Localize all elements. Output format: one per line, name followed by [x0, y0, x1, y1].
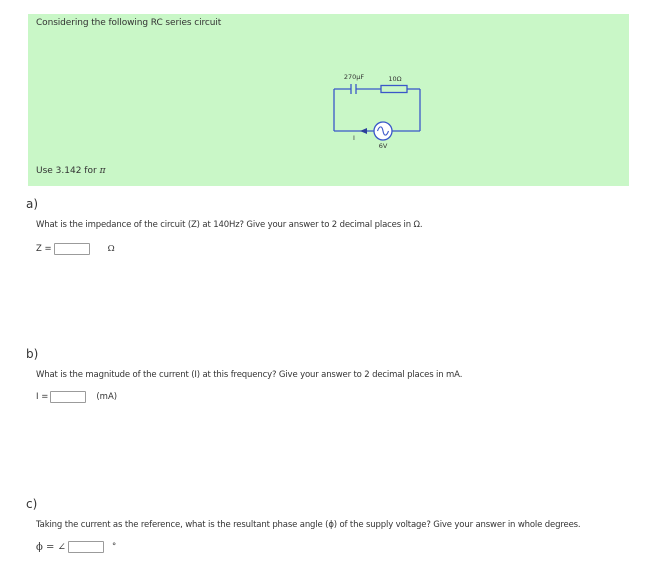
current-label: I	[353, 134, 355, 142]
part-b-label: b)	[26, 347, 39, 361]
question-a-text: What is the impedance of the circuit (Z) at 140Hz? Give your answer to 2 decimal places in Ω.	[36, 220, 423, 230]
current-input[interactable]	[50, 391, 86, 403]
pi-note	[36, 166, 105, 176]
pi-symbol: π	[99, 166, 106, 176]
source-label: 6V	[378, 142, 388, 150]
question-c-text: Taking the current as the reference, what is the resultant phase angle (ϕ) of the supply voltage? Give your answer in whole degrees.	[36, 520, 581, 530]
pi-note-text: Use 3.142 for	[36, 166, 97, 176]
current-arrow-icon	[360, 128, 367, 134]
resistor-symbol	[381, 86, 407, 93]
phase-angle-input[interactable]	[68, 541, 104, 553]
impedance-prefix: Z =	[36, 244, 52, 254]
capacitor-label: 270μF	[343, 73, 365, 81]
rc-circuit-diagram	[298, 59, 428, 159]
resistor-label: 10Ω	[388, 75, 402, 83]
phase-angle-prefix: ϕ = ∠	[36, 541, 66, 553]
question-b-text: What is the magnitude of the current (I) at this frequency? Give your answer to 2 decimal places in mA.	[36, 370, 463, 380]
answer-row-a	[36, 242, 115, 256]
impedance-input[interactable]	[54, 243, 90, 255]
part-a-label: a)	[26, 197, 39, 211]
current-prefix: I =	[36, 392, 49, 402]
intro-panel	[28, 14, 629, 186]
current-unit: (mA)	[96, 392, 118, 402]
answer-row-b	[36, 390, 117, 404]
part-c-label: c)	[26, 497, 38, 511]
phase-angle-unit: °	[111, 542, 117, 552]
answer-row-c	[36, 540, 116, 554]
intro-text: Considering the following RC series circuit	[36, 18, 222, 28]
impedance-unit: Ω	[107, 244, 115, 254]
